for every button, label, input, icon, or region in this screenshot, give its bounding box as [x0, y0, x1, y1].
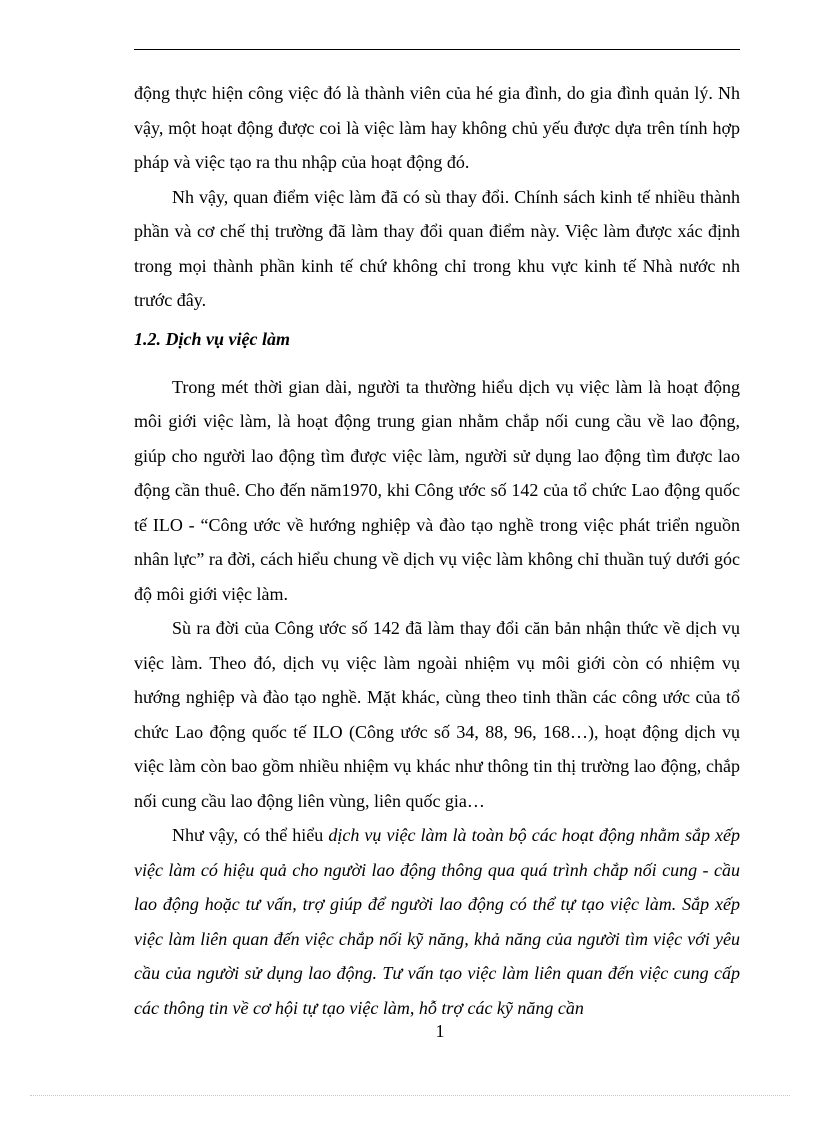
section-heading: 1.2. Dịch vụ việc làm	[134, 328, 290, 349]
paragraph-employment-concept: Nh vậy, quan điểm việc làm đã có sù thay đổi. Chính sách kinh tế nhiều thành phần và cơ chế thị trường đã làm thay đổi quan điểm này. Việc làm được xác định trong mọi thành phần kinh tế chứ không chỉ trong khu vực kinh tế Nhà nước nh trước đây.	[134, 186, 740, 310]
header-rule	[134, 49, 740, 50]
paragraph-continuation: động thực hiện công việc đó là thành viên của hé gia đình, do gia đình quản lý. Nh vậy, một hoạt động được coi là việc làm hay không chủ yếu được dựa trên tính hợp pháp và việc tạo ra thu nhập của hoạt động đó.	[134, 83, 740, 172]
page-number: 1	[435, 1021, 445, 1041]
paragraph-convention-142: Sù ra đời của Công ước số 142 đã làm thay đổi căn bản nhận thức về dịch vụ việc làm. Theo đó, dịch vụ việc làm ngoài nhiệm vụ môi giới còn có nhiệm vụ hướng nghiệp và đào tạo nghề. Mặt khác, cùng theo tinh thần các công ước của tổ chức Lao động quốc tế ILO (Công ước số 34, 88, 96, 168…), hoạt động dịch vụ việc làm còn bao gồm nhiều nhiệm vụ khác như thông tin thị trường lao động, chắp nối cung cầu lao động liên vùng, liên quốc gia…	[134, 618, 740, 811]
document-body	[134, 76, 740, 1025]
definition-italic: dịch vụ việc làm là toàn bộ các hoạt động nhằm sắp xếp việc làm có hiệu quả cho người lao động thông qua quá trình chắp nối cung - cầu lao động hoặc tư vấn, trợ giúp để người lao động có thể tự tạo việc làm. Sắp xếp việc làm liên quan đến việc chắp nối kỹ năng, khả năng của người tìm việc với yêu cầu của người sử dụng lao động. Tư vấn tạo việc làm liên quan đến việc cung cấp các thông tin về cơ hội tự tạo việc làm, hỗ trợ các kỹ năng cần	[134, 825, 740, 1018]
paragraph-brokerage: Trong mét thời gian dài, người ta thường hiểu dịch vụ việc làm là hoạt động môi giới việc làm, là hoạt động trung gian nhằm chắp nối cung cầu về lao động, giúp cho người lao động tìm được việc làm, người sử dụng lao động tìm được lao động cần thuê. Cho đến năm1970, khi Công ước số 142 của tổ chức Lao động quốc tế ILO - “Công ước về hướng nghiệp và đào tạo nghề trong việc phát triển nguồn nhân lực” ra đời, cách hiểu chung về dịch vụ việc làm không chỉ thuần tuý dưới góc độ môi giới việc làm.	[134, 376, 740, 604]
footer-rule	[30, 1095, 790, 1096]
paragraph-definition	[134, 818, 740, 1025]
definition-lead: Như vậy, có thể hiểu	[172, 825, 329, 845]
